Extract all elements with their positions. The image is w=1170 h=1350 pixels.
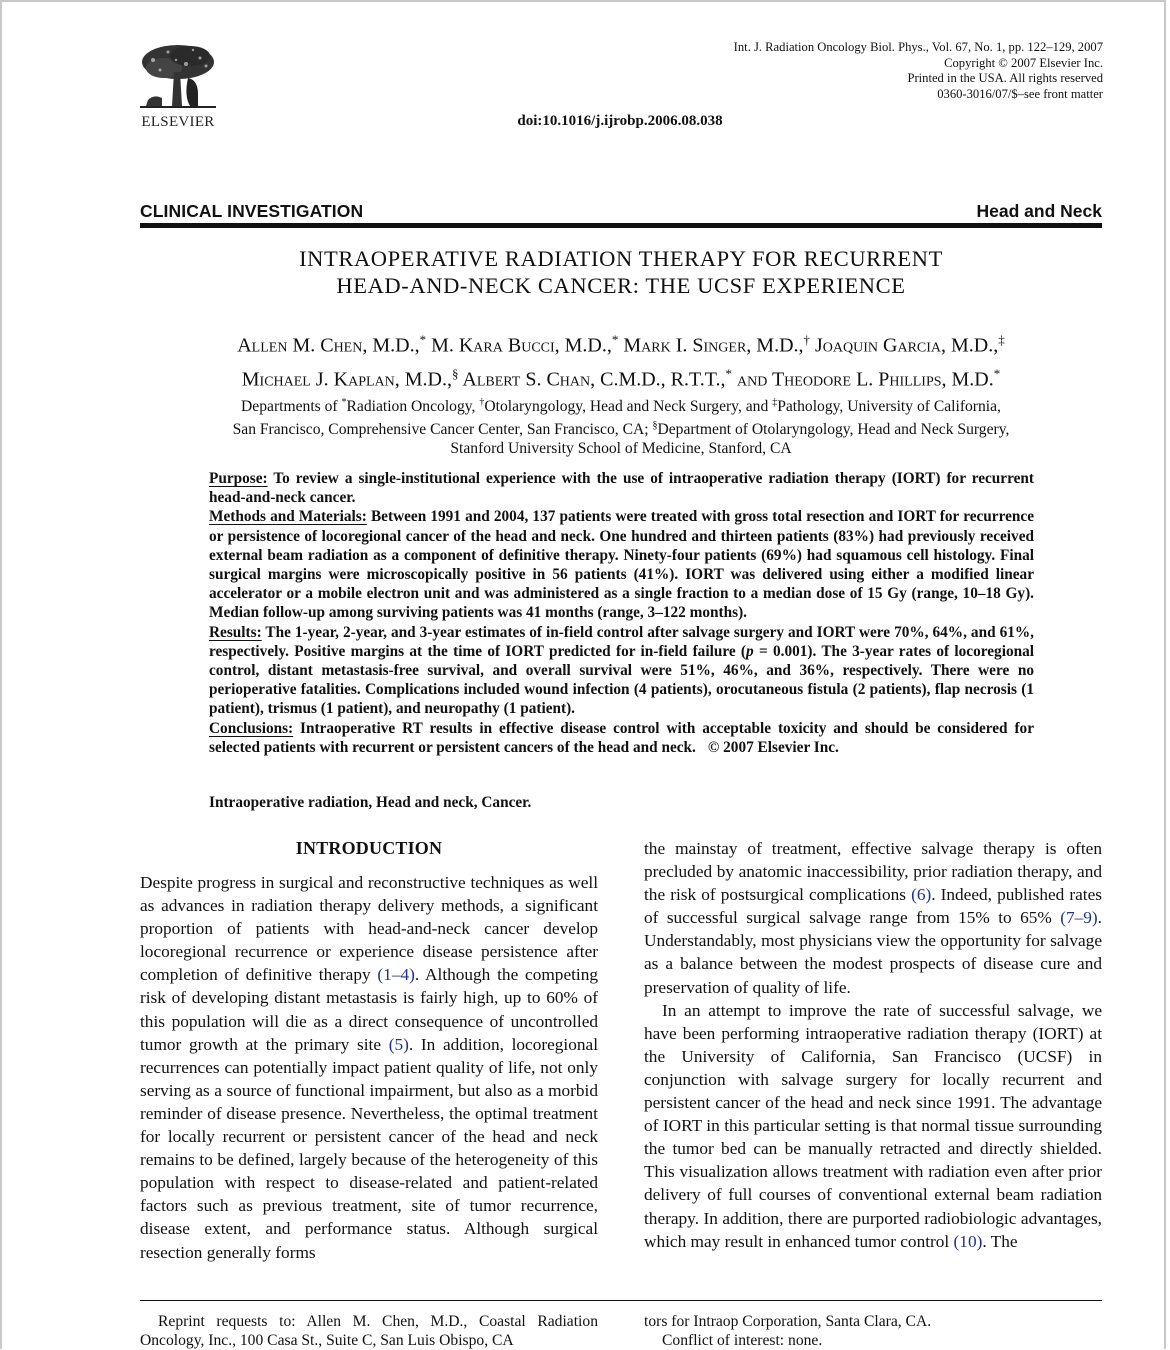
body-text: . In addition, locoregional recurrences can potentially impact patient quality of life, not only serving as a source of functional impairment, but also as a morbid reminder of disease presence. Nevertheless, the optimal treatment for locally recurrent or persistent cancer of the head and neck remains to be defined, largely because of the heterogeneity of this population with respect to disease-related and patient-related factors such as previous treatment, site of tumor recurrence, disease extent, and performance status. Although surgical resection generally forms — [140, 1034, 598, 1262]
body-text: Despite progress in surgical and reconstructive techniques as well as advances in radiation therapy delivery methods, a significant proportion of patients with head-and-neck cancer develop locoregional recurrence or experience disease persistence after completion of definitive therapy — [140, 873, 598, 985]
purpose-label: Purpose: — [209, 470, 268, 487]
article-title — [140, 245, 1102, 299]
author: Albert S. Chan, C.M.D., R.T.T., — [462, 368, 726, 391]
author: Joaquin Garcia, M.D., — [815, 334, 999, 357]
abstract — [209, 469, 1034, 757]
section-header — [140, 201, 1102, 225]
body-column-left — [140, 871, 598, 1264]
affil-mark: ‡ — [772, 397, 778, 408]
author: Mark I. Singer, M.D., — [623, 334, 804, 357]
citation-link[interactable]: (1–4) — [377, 965, 415, 985]
affil-text: Departments of — [241, 398, 342, 416]
citation-link[interactable]: (5) — [388, 1034, 409, 1054]
author: and Theodore L. Phillips, M.D. — [737, 368, 994, 391]
methods-text: Between 1991 and 2004, 137 patients were treated with gross total resection and IORT for recurrence or persistence of locoregional cancer of the head and neck. One hundred and thirteen patients (83%) had previously received external beam radiation as a component of definitive therapy. Ninety-four patients (69%) had squamous cell histology. Final surgical margins were microscopically positive in 56 patients (41%). IORT was delivered using either a modified linear accelerator or a mobile electron unit and was administered as a single fraction to a median dose of 15 Gy (range, 10–18 Gy). Median follow-up among surviving patients was 41 months (range, 3–122 months). — [209, 508, 1034, 622]
keywords: Intraoperative radiation, Head and neck, Cancer. — [209, 794, 532, 811]
affil-mark: † — [479, 397, 485, 408]
body-text: . The — [982, 1231, 1018, 1251]
author: Allen M. Chen, M.D., — [237, 334, 420, 357]
affil-mark: § — [652, 420, 658, 432]
abstract-purpose — [209, 469, 1034, 507]
journal-info — [734, 40, 1103, 102]
affiliations — [140, 393, 1102, 458]
affil-text: Otolaryngology, Head and Neck Surgery, and — [484, 398, 773, 416]
section-rule — [140, 223, 1102, 228]
body-text: . Understandably, most physicians view the opportunity for salvage as a balance between the modest prospects of disease cure and preservation of quality of life. — [644, 908, 1102, 997]
title-line-2: HEAD-AND-NECK CANCER: THE UCSF EXPERIENCE — [336, 273, 906, 298]
body-text: the mainstay of treatment, effective salvage therapy is often precluded by anatomic inaccessibility, prior radiation therapy, and the risk of postsurgical complications — [644, 839, 1102, 905]
doi-link[interactable]: doi:10.1016/j.ijrobp.2006.08.038 — [517, 113, 723, 129]
body-text: In an attempt to improve the rate of successful salvage, we have been performing intraoperative radiation therapy (IORT) at the University of California, San Francisco (UCSF) in conjunction with salvage surgery for locally recurrent and persistent cancer of the head and neck since 1991. The advantage of IORT in this particular setting is that normal tissue surrounding the tumor bed can be manually retracted and directly shielded. This visualization allows treatment with radiation even after prior delivery of full courses of conventional external beam radiation therapy. In addition, there are purported radiobiologic advantages, which may result in enhanced tumor control — [644, 1000, 1102, 1251]
abstract-conclusions — [209, 719, 1034, 757]
title-line-1: INTRAOPERATIVE RADIATION THERAPY FOR RECURRENT — [299, 246, 943, 271]
purpose-text: To review a single-institutional experience with the use of intraoperative radiation therapy (IORT) for recurrent head-and-neck cancer. — [209, 470, 1034, 507]
elsevier-tree-logo-icon — [138, 42, 218, 112]
journal-printed: Printed in the USA. All rights reserved — [907, 71, 1103, 86]
results-text: The 1-year, 2-year, and 3-year estimates of in-field control after salvage surgery and IORT were 70%, 64%, and 61%, respectively. Positive margins at the time of IORT predicted for in-field failure ( — [209, 623, 1034, 660]
author-mark: ‡ — [998, 332, 1005, 347]
citation-link[interactable]: (6) — [911, 885, 932, 905]
author-mark: * — [725, 365, 732, 381]
affil-text: Department of Otolaryngology, Head and Neck Surgery, — [657, 421, 1010, 439]
abstract-results — [209, 623, 1034, 719]
conclusions-text: Intraoperative RT results in effective disease control with acceptable toxicity and should be considered for selected patients with recurrent or persistent cancers of the head and neck. — [209, 719, 1034, 756]
affil-text: San Francisco, Comprehensive Cancer Center, San Francisco, CA; — [232, 421, 653, 439]
p-value-symbol: p — [746, 642, 754, 660]
methods-label: Methods and Materials: — [209, 508, 367, 526]
results-text: = 0.001). The 3-year rates of locoregional control, distant metastasis-free survival, and overall survival were 51%, 46%, and 36%, respectively. There were no perioperative fatalities. Complications included wound infection (4 patients), orocutaneous fistula (2 patients), flap necrosis (1 patient), trismus (1 patient), and neuropathy (1 patient). — [209, 642, 1034, 718]
author-mark: * — [993, 365, 1001, 381]
conflict-of-interest: Conflict of interest: none. — [662, 1332, 823, 1349]
affil-mark: * — [341, 397, 347, 408]
affil-text: Pathology, University of California, — [777, 398, 1001, 416]
journal-issn: 0360-3016/07/$–see front matter — [937, 86, 1103, 101]
publisher-name: ELSEVIER — [141, 114, 215, 130]
body-column-right — [644, 837, 1102, 1253]
affil-text: Stanford University School of Medicine, Stanford, CA — [450, 440, 792, 458]
intro-paragraph — [644, 999, 1102, 1253]
author-mark: † — [803, 332, 811, 347]
citation-link[interactable]: (10) — [953, 1231, 983, 1251]
body-text: . Although the competing risk of developing distant metastasis is fairly high, up to 60% of this population will die as a direct consequence of uncontrolled tumor growth at the primary site — [140, 965, 598, 1054]
author-mark: * — [611, 332, 619, 347]
abstract-methods — [209, 507, 1034, 622]
intro-paragraph — [140, 871, 598, 1264]
reprint-footnote: Reprint requests to: Allen M. Chen, M.D., Coastal Radiation Oncology, Inc., 100 Casa St., Suite C, San Luis Obispo, CA — [140, 1313, 598, 1349]
abstract-copyright: © 2007 Elsevier Inc. — [707, 738, 839, 756]
author: M. Kara Bucci, M.D., — [431, 334, 612, 357]
journal-citation: Int. J. Radiation Oncology Biol. Phys., Vol. 67, No. 1, pp. 122–129, 2007 — [733, 40, 1103, 54]
footnote-rule — [140, 1300, 1102, 1301]
affil-text: Radiation Oncology, — [346, 398, 480, 416]
section-category: CLINICAL INVESTIGATION — [140, 201, 364, 221]
body-text: . Indeed, published rates of successful surgical salvage range from 15% to 65% — [644, 885, 1102, 928]
author: Michael J. Kaplan, M.D., — [241, 368, 452, 391]
intro-paragraph — [644, 837, 1102, 999]
author-mark: § — [451, 365, 459, 381]
journal-copyright: Copyright © 2007 Elsevier Inc. — [944, 55, 1103, 70]
author-list — [140, 326, 1102, 393]
footnote-line: tors for Intraop Corporation, Santa Clara, CA. — [644, 1313, 932, 1330]
introduction-heading: INTRODUCTION — [295, 838, 443, 858]
footnote-right — [644, 1312, 1102, 1350]
citation-link[interactable]: (7–9) — [1060, 908, 1098, 928]
section-subject: Head and Neck — [976, 201, 1102, 221]
author-mark: * — [419, 332, 427, 347]
conclusions-label: Conclusions: — [209, 719, 294, 737]
results-label: Results: — [209, 623, 262, 641]
